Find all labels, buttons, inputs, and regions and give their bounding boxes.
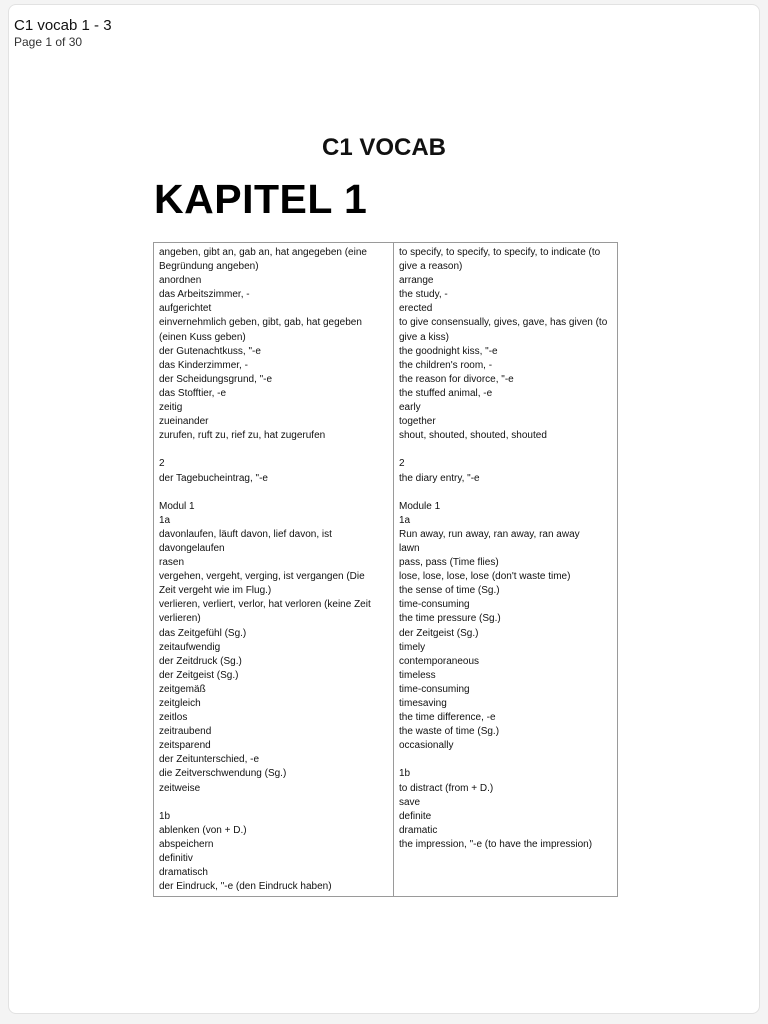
german-term: das Zeitgefühl (Sg.) [159, 627, 247, 639]
english-translation: lawn [399, 542, 420, 554]
english-translation: the sense of time (Sg.) [399, 585, 500, 597]
english-translation: together [399, 416, 436, 428]
german-term: 2 [159, 458, 165, 470]
german-term: zeitaufwendig [159, 641, 221, 653]
german-term: verlieren, verliert, verlor, hat verloren (keine Zeit verlieren) [159, 599, 371, 625]
english-translation: the impression, "-e (to have the impression) [399, 838, 593, 850]
english-translation [399, 486, 612, 500]
german-term: zeitweise [159, 782, 201, 794]
english-translation: 2 [399, 458, 405, 470]
german-term: zeitlos [159, 712, 188, 724]
german-term: der Scheidungsgrund, "-e [159, 373, 273, 385]
german-term: zeitgemäß [159, 683, 206, 695]
german-term: anordnen [159, 275, 202, 287]
english-translation: lose, lose, lose, lose (don't waste time) [399, 571, 571, 583]
english-translation: the time pressure (Sg.) [399, 613, 501, 625]
english-translation: the time difference, -e [399, 712, 496, 724]
german-term: dramatisch [159, 867, 208, 879]
english-translation: 1b [399, 768, 411, 780]
german-term: der Zeitgeist (Sg.) [159, 669, 239, 681]
german-term: der Zeitunterschied, -e [159, 754, 260, 766]
document-title: C1 vocab 1 - 3 [14, 17, 112, 34]
german-term: 1a [159, 514, 171, 526]
german-term [159, 443, 388, 457]
english-translation: timely [399, 641, 426, 653]
english-translation: timesaving [399, 698, 447, 709]
english-translation: Module 1 [399, 500, 441, 512]
german-term: definitiv [159, 853, 193, 865]
german-term: 1b [159, 810, 171, 822]
english-translation: the diary entry, "-e [399, 472, 480, 484]
english-translation: definite [399, 810, 432, 822]
english-translation [399, 753, 612, 767]
german-term: zeitraubend [159, 726, 212, 738]
english-translation [399, 443, 612, 457]
english-translation: the waste of time (Sg.) [399, 726, 500, 738]
english-translation: to give consensually, gives, gave, has given (to give a kiss) [399, 317, 608, 343]
german-term: vergehen, vergeht, verging, ist vergangen (Die Zeit vergeht wie im Flug.) [159, 571, 365, 597]
vocab-table [153, 242, 618, 897]
german-term: zueinander [159, 416, 209, 428]
english-translation: Run away, run away, ran away, ran away [399, 528, 580, 540]
german-term: der Gutenachtkuss, "-e [159, 345, 261, 357]
english-translation: arrange [399, 275, 434, 287]
german-term: zeitsparend [159, 740, 211, 752]
german-term: das Arbeitszimmer, - [159, 289, 250, 301]
german-term: angeben, gibt an, gab an, hat angegeben (eine Begründung angeben) [159, 247, 367, 273]
english-translation: der Zeitgeist (Sg.) [399, 627, 479, 639]
german-term: rasen [159, 557, 185, 569]
german-term: abspeichern [159, 838, 214, 850]
english-translation: time-consuming [399, 599, 470, 611]
german-term: die Zeitverschwendung (Sg.) [159, 768, 287, 780]
german-term: zurufen, ruft zu, rief zu, hat zugerufen [159, 430, 326, 442]
english-translation: 1a [399, 514, 411, 526]
german-term: ablenken (von + D.) [159, 824, 247, 836]
german-term: davonlaufen, läuft davon, lief davon, ist davongelaufen [159, 528, 332, 554]
english-translation: the stuffed animal, -e [399, 387, 493, 399]
german-column [154, 243, 394, 896]
german-term: aufgerichtet [159, 303, 212, 315]
german-term [159, 796, 388, 810]
english-translation: to distract (from + D.) [399, 782, 494, 794]
english-translation: save [399, 796, 421, 808]
english-translation: to specify, to specify, to specify, to indicate (to give a reason) [399, 247, 601, 273]
german-term: das Stofftier, -e [159, 387, 227, 399]
viewer-header [14, 16, 112, 50]
german-term: der Zeitdruck (Sg.) [159, 655, 242, 667]
english-translation: time-consuming [399, 683, 470, 695]
english-translation: contemporaneous [399, 655, 480, 667]
english-translation: the reason for divorce, "-e [399, 373, 514, 385]
english-translation: occasionally [399, 740, 454, 752]
document-heading: C1 VOCAB [321, 134, 447, 161]
page-indicator: Page 1 of 30 [14, 35, 83, 49]
german-term: einvernehmlich geben, gibt, gab, hat gegeben (einen Kuss geben) [159, 317, 362, 343]
english-translation: early [399, 402, 421, 414]
german-term: der Eindruck, "-e (den Eindruck haben) [159, 881, 332, 893]
german-term: Modul 1 [159, 500, 195, 512]
english-translation: pass, pass (Time flies) [399, 557, 499, 569]
english-translation: dramatic [399, 824, 438, 836]
german-term: das Kinderzimmer, - [159, 359, 248, 371]
english-translation: timeless [399, 669, 436, 681]
german-term: zeitig [159, 402, 183, 414]
english-translation: shout, shouted, shouted, shouted [399, 430, 547, 442]
english-translation: the goodnight kiss, "-e [399, 345, 498, 357]
german-term: zeitgleich [159, 698, 201, 709]
german-term: der Tagebucheintrag, "-e [159, 472, 268, 484]
chapter-heading: KAPITEL 1 [154, 176, 368, 222]
english-translation: erected [399, 303, 433, 315]
english-column [394, 243, 617, 896]
german-term [159, 486, 388, 500]
english-translation: the children's room, - [399, 359, 493, 371]
english-translation: the study, - [399, 289, 448, 301]
